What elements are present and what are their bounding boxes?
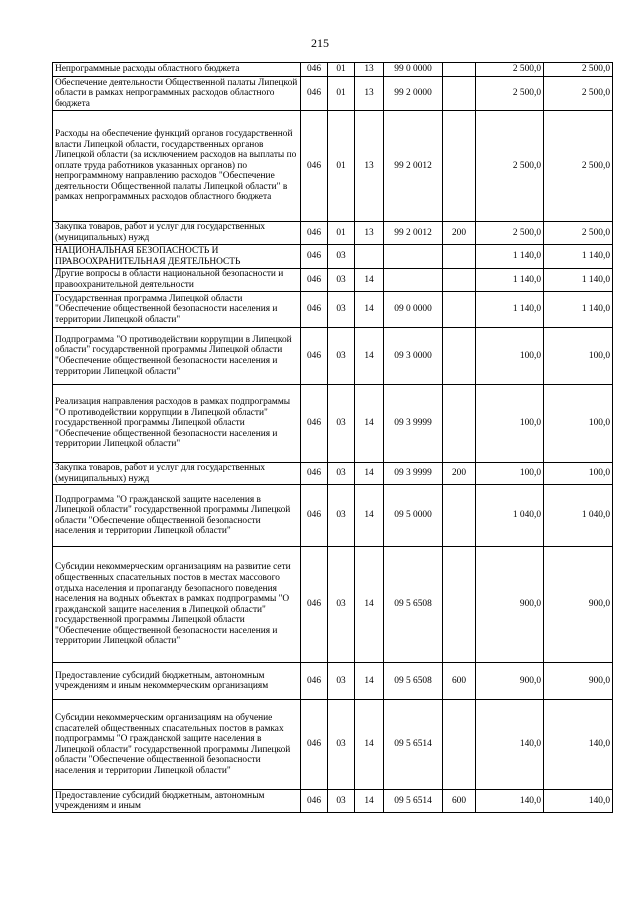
- table-row: [53, 77, 613, 111]
- section-code: 03: [328, 663, 355, 700]
- subsection-code: 14: [355, 292, 384, 328]
- amount-2: 1 140,0: [544, 245, 613, 269]
- section-code: 03: [328, 292, 355, 328]
- table-row: [53, 292, 613, 328]
- admin-code: 046: [301, 385, 328, 463]
- admin-code: 046: [301, 485, 328, 547]
- subsection-code: 14: [355, 328, 384, 385]
- row-name: Расходы на обеспечение функций органов государственной власти Липецкой области, государственных органов Липецкой области (за исключением расходов на выплаты по оплате труда работников указанных органов) по непрограммному направлению расходов "Обеспечение деятельности Общественной палаты Липецкой области" в рамках непрограммных расходов областного бюджета: [53, 111, 301, 222]
- row-name: Подпрограмма "О гражданской защите населения в Липецкой области" государственной программы Липецкой области "Обеспечение общественной безопасности населения и территории Липецкой области": [53, 485, 301, 547]
- table-row: [53, 463, 613, 485]
- row-name: Подпрограмма "О противодействии коррупции в Липецкой области" государственной программы Липецкой области "Обеспечение общественной безопасности населения и территории Липецкой области": [53, 328, 301, 385]
- admin-code: 046: [301, 111, 328, 222]
- table-row: [53, 269, 613, 292]
- expense-kind: [443, 385, 476, 463]
- section-code: 03: [328, 385, 355, 463]
- subsection-code: 13: [355, 222, 384, 245]
- section-code: 03: [328, 547, 355, 663]
- subsection-code: 14: [355, 385, 384, 463]
- subsection-code: 14: [355, 790, 384, 813]
- amount-2: 1 140,0: [544, 292, 613, 328]
- row-name: Закупка товаров, работ и услуг для государственных (муниципальных) нужд: [53, 463, 301, 485]
- amount-2: 100,0: [544, 328, 613, 385]
- amount-2: 140,0: [544, 790, 613, 813]
- row-name: Субсидии некоммерческим организациям на развитие сети общественных спасательных постов в местах массового отдыха населения и пропаганду безопасного поведения населения на водных объектах в рамках подпрограммы "О гражданской защите населения в Липецкой области" государственной программы Липецкой области "Обеспечение общественной безопасности населения и территории Липецкой области": [53, 547, 301, 663]
- section-code: 01: [328, 111, 355, 222]
- table-row: [53, 663, 613, 700]
- table-row: [53, 245, 613, 269]
- expense-kind: [443, 700, 476, 790]
- section-code: 03: [328, 328, 355, 385]
- admin-code: 046: [301, 77, 328, 111]
- section-code: 03: [328, 790, 355, 813]
- amount-2: 2 500,0: [544, 111, 613, 222]
- subsection-code: 14: [355, 663, 384, 700]
- section-code: 01: [328, 222, 355, 245]
- amount-2: 2 500,0: [544, 222, 613, 245]
- expense-kind: [443, 77, 476, 111]
- table-row: [53, 385, 613, 463]
- amount-2: 140,0: [544, 700, 613, 790]
- target-article: 09 0 0000: [384, 292, 443, 328]
- amount-1: 1 140,0: [476, 269, 544, 292]
- section-code: 03: [328, 485, 355, 547]
- amount-2: 100,0: [544, 385, 613, 463]
- amount-2: 1 140,0: [544, 269, 613, 292]
- subsection-code: 13: [355, 77, 384, 111]
- target-article: 09 3 9999: [384, 463, 443, 485]
- amount-2: 1 040,0: [544, 485, 613, 547]
- target-article: 09 5 6514: [384, 790, 443, 813]
- table-row: [53, 485, 613, 547]
- expense-kind: 200: [443, 463, 476, 485]
- expense-kind: 600: [443, 790, 476, 813]
- amount-1: 100,0: [476, 385, 544, 463]
- expense-kind: [443, 245, 476, 269]
- amount-1: 2 500,0: [476, 77, 544, 111]
- amount-1: 900,0: [476, 663, 544, 700]
- expense-kind: [443, 485, 476, 547]
- amount-1: 900,0: [476, 547, 544, 663]
- admin-code: 046: [301, 463, 328, 485]
- subsection-code: 13: [355, 111, 384, 222]
- target-article: 09 5 0000: [384, 485, 443, 547]
- amount-1: 100,0: [476, 463, 544, 485]
- subsection-code: 13: [355, 63, 384, 77]
- amount-1: 140,0: [476, 790, 544, 813]
- row-name: Закупка товаров, работ и услуг для государственных (муниципальных) нужд: [53, 222, 301, 245]
- admin-code: 046: [301, 292, 328, 328]
- target-article: 99 0 0000: [384, 63, 443, 77]
- amount-1: 2 500,0: [476, 111, 544, 222]
- target-article: 99 2 0012: [384, 222, 443, 245]
- table-row: [53, 328, 613, 385]
- admin-code: 046: [301, 245, 328, 269]
- row-name: Предоставление субсидий бюджетным, автономным учреждениям и иным некоммерческим организациям: [53, 663, 301, 700]
- section-code: 01: [328, 63, 355, 77]
- target-article: 99 2 0012: [384, 111, 443, 222]
- amount-2: 900,0: [544, 663, 613, 700]
- target-article: 09 3 0000: [384, 328, 443, 385]
- table-row: [53, 790, 613, 813]
- amount-1: 140,0: [476, 700, 544, 790]
- amount-1: 1 140,0: [476, 245, 544, 269]
- amount-2: 900,0: [544, 547, 613, 663]
- budget-table: [52, 62, 613, 813]
- amount-1: 1 040,0: [476, 485, 544, 547]
- subsection-code: [355, 245, 384, 269]
- section-code: 03: [328, 245, 355, 269]
- subsection-code: 14: [355, 547, 384, 663]
- amount-2: 2 500,0: [544, 77, 613, 111]
- amount-2: 2 500,0: [544, 63, 613, 77]
- row-name: Непрограммные расходы областного бюджета: [53, 63, 301, 77]
- table-row: [53, 63, 613, 77]
- section-code: 03: [328, 463, 355, 485]
- target-article: [384, 245, 443, 269]
- target-article: 09 3 9999: [384, 385, 443, 463]
- expense-kind: 200: [443, 222, 476, 245]
- subsection-code: 14: [355, 700, 384, 790]
- expense-kind: [443, 111, 476, 222]
- table-row: [53, 547, 613, 663]
- expense-kind: [443, 292, 476, 328]
- target-article: 09 5 6514: [384, 700, 443, 790]
- row-name: Государственная программа Липецкой области "Обеспечение общественной безопасности населения и территории Липецкой области": [53, 292, 301, 328]
- expense-kind: 600: [443, 663, 476, 700]
- subsection-code: 14: [355, 485, 384, 547]
- row-name: Реализация направления расходов в рамках подпрограммы "О противодействии коррупции в Липецкой области" государственной программы Липецкой области "Обеспечение общественной безопасности населения и территории Липецкой области": [53, 385, 301, 463]
- amount-1: 2 500,0: [476, 222, 544, 245]
- admin-code: 046: [301, 547, 328, 663]
- table-row: [53, 222, 613, 245]
- target-article: 09 5 6508: [384, 663, 443, 700]
- section-code: 03: [328, 700, 355, 790]
- table-row: [53, 111, 613, 222]
- row-name: НАЦИОНАЛЬНАЯ БЕЗОПАСНОСТЬ И ПРАВООХРАНИТЕЛЬНАЯ ДЕЯТЕЛЬНОСТЬ: [53, 245, 301, 269]
- expense-kind: [443, 63, 476, 77]
- target-article: [384, 269, 443, 292]
- target-article: 99 2 0000: [384, 77, 443, 111]
- section-code: 03: [328, 269, 355, 292]
- admin-code: 046: [301, 269, 328, 292]
- row-name: Другие вопросы в области национальной безопасности и правоохранительной деятельности: [53, 269, 301, 292]
- amount-1: 1 140,0: [476, 292, 544, 328]
- admin-code: 046: [301, 663, 328, 700]
- admin-code: 046: [301, 63, 328, 77]
- admin-code: 046: [301, 790, 328, 813]
- amount-2: 100,0: [544, 463, 613, 485]
- table-row: [53, 700, 613, 790]
- expense-kind: [443, 269, 476, 292]
- expense-kind: [443, 547, 476, 663]
- admin-code: 046: [301, 328, 328, 385]
- expense-kind: [443, 328, 476, 385]
- amount-1: 2 500,0: [476, 63, 544, 77]
- amount-1: 100,0: [476, 328, 544, 385]
- row-name: Предоставление субсидий бюджетным, автономным учреждениям и иным: [53, 790, 301, 813]
- admin-code: 046: [301, 222, 328, 245]
- section-code: 01: [328, 77, 355, 111]
- target-article: 09 5 6508: [384, 547, 443, 663]
- subsection-code: 14: [355, 269, 384, 292]
- row-name: Обеспечение деятельности Общественной палаты Липецкой области в рамках непрограммных расходов областного бюджета: [53, 77, 301, 111]
- subsection-code: 14: [355, 463, 384, 485]
- row-name: Субсидии некоммерческим организациям на обучение спасателей общественных спасательных постов в рамках подпрограммы "О гражданской защите населения в Липецкой области" государственной программы Липецкой области "Обеспечение общественной безопасности населения и территории Липецкой области": [53, 700, 301, 790]
- admin-code: 046: [301, 700, 328, 790]
- page-number: 215: [311, 36, 329, 50]
